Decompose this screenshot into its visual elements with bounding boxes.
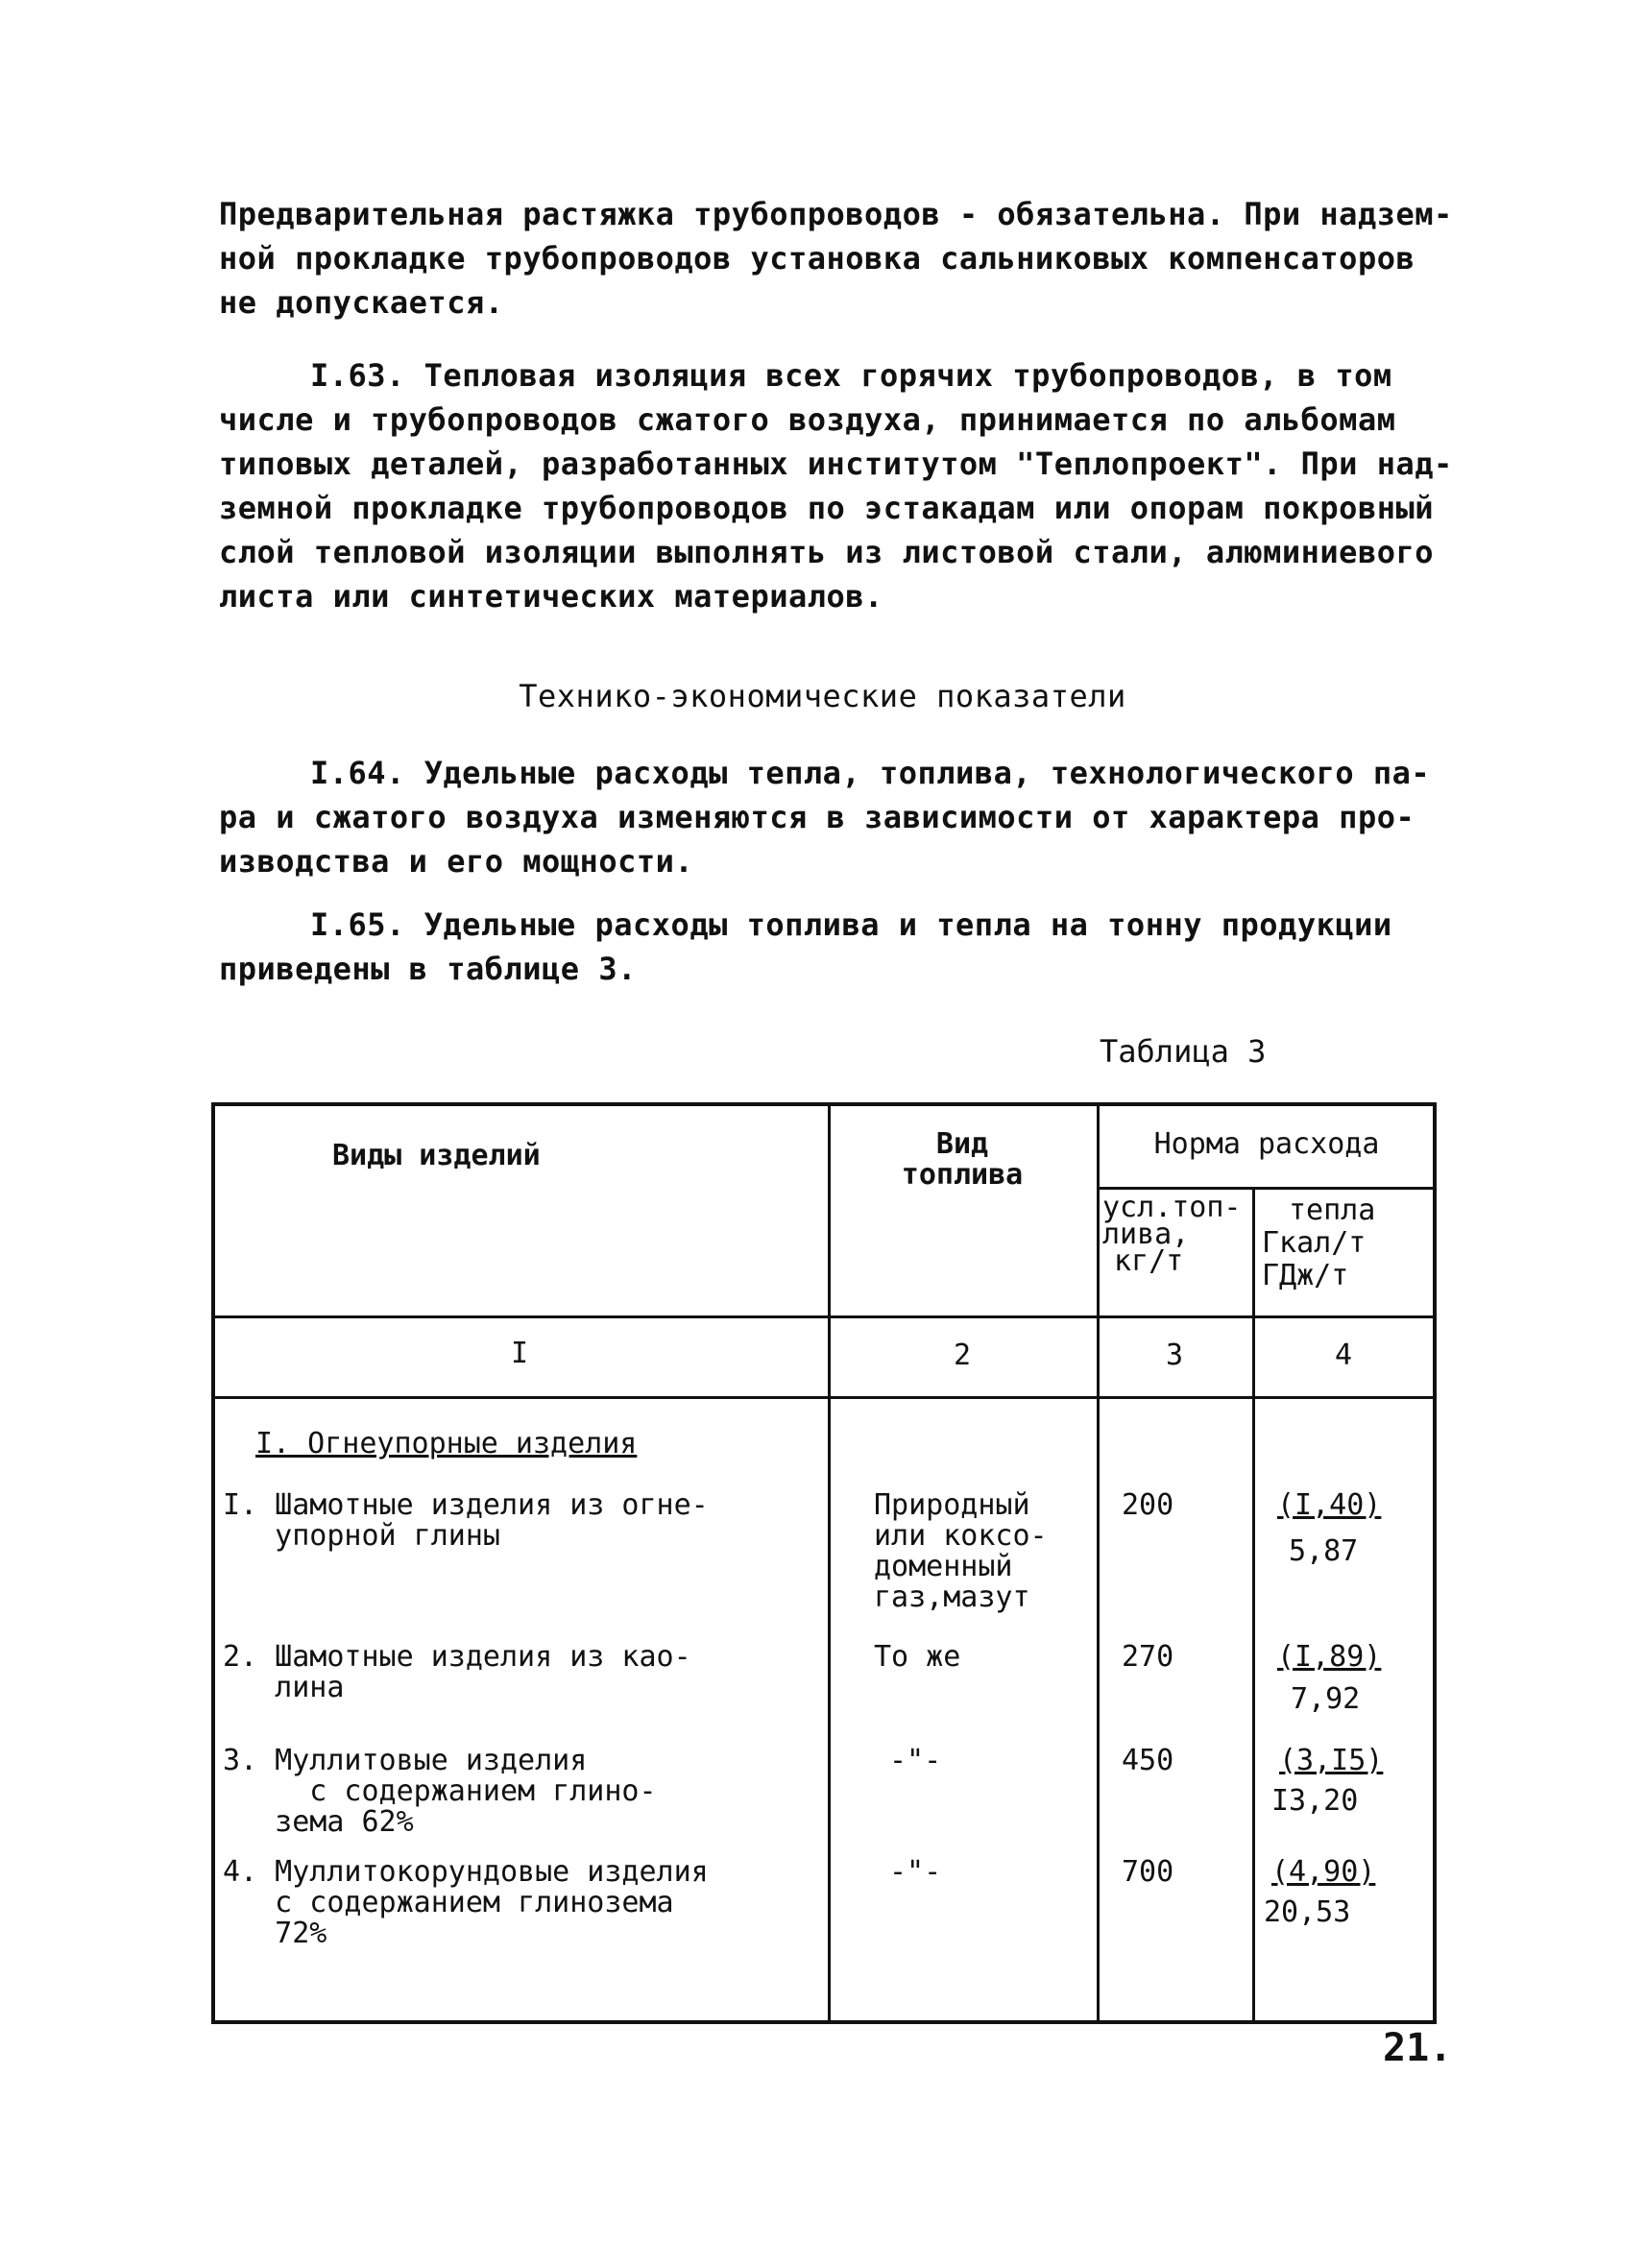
row-divider — [211, 1396, 1437, 1399]
table-row-3-norm: 450 — [1122, 1744, 1174, 1777]
header-text: усл.топ- — [1102, 1191, 1242, 1224]
section-heading: Технико-экономические показатели — [519, 678, 1126, 714]
header-heat — [1262, 1194, 1375, 1292]
header-text: Вид — [935, 1127, 989, 1161]
row-divider — [1097, 1187, 1437, 1190]
header-text: ГДж/т — [1262, 1259, 1349, 1292]
header-text: Гкал/т — [1262, 1226, 1367, 1260]
cell-text: 4. Муллитокорундовые изделия — [223, 1855, 709, 1889]
table-row-4-fuel: -"- — [889, 1855, 942, 1889]
text-line: I.63. Тепловая изоляция всех горячих трубопроводов, в том — [310, 357, 1392, 394]
table-row-4-gcal: (4,90) — [1271, 1855, 1376, 1889]
cell-text: Природный — [874, 1488, 1030, 1522]
text-line: Предварительная растяжка трубопроводов - обязательна. При надзем- — [219, 196, 1453, 232]
row-divider — [211, 1315, 1437, 1318]
header-product-types: Виды изделий — [332, 1139, 541, 1172]
table-row-1-norm: 200 — [1122, 1488, 1174, 1522]
text-line: слой тепловой изоляции выполнять из листовой стали, алюминиевого — [219, 534, 1434, 570]
column-number: I — [510, 1337, 529, 1370]
column-number: 3 — [1165, 1339, 1184, 1372]
text-line: земной прокладке трубопроводов по эстакадам или опорам покровный — [219, 490, 1434, 526]
table-row-3-gj: I3,20 — [1271, 1784, 1359, 1818]
text-line: ной прокладке трубопроводов установка сальниковых компенсаторов — [219, 240, 1415, 277]
table-caption: Таблица 3 — [1100, 1033, 1267, 1070]
header-text: кг/т — [1114, 1244, 1184, 1278]
text-line: листа или синтетических материалов. — [219, 578, 883, 615]
table-border-left — [211, 1102, 215, 2024]
table-row-1-name — [223, 1490, 709, 1552]
table-row-1-fuel — [874, 1490, 1048, 1613]
cell-text: зема 62% — [223, 1805, 414, 1839]
column-number: 2 — [953, 1339, 972, 1372]
table-row-2-gj: 7,92 — [1291, 1682, 1361, 1716]
table-row-3-name — [223, 1746, 657, 1838]
table-row-1-gj: 5,87 — [1289, 1534, 1359, 1568]
section-title: I. Огнеупорные изделия — [255, 1427, 638, 1460]
table-3 — [211, 1102, 1437, 2024]
header-text: тепла — [1289, 1194, 1376, 1227]
table-row-4-gj: 20,53 — [1264, 1895, 1351, 1929]
text-line: I.65. Удельные расходы топлива и тепла на тонну продукции — [310, 906, 1392, 943]
cell-text: упорной глины — [223, 1519, 500, 1553]
cell-text: I. Шамотные изделия из огне- — [223, 1488, 709, 1522]
header-fuel-type — [828, 1129, 1097, 1191]
col-divider — [1097, 1102, 1100, 2024]
table-row-3-fuel: -"- — [889, 1744, 942, 1777]
header-conventional-fuel — [1102, 1191, 1242, 1278]
table-row-3-gcal: (3,I5) — [1279, 1744, 1384, 1777]
text-line: изводства и его мощности. — [219, 843, 694, 880]
col-divider — [1252, 1189, 1255, 2024]
column-number: 4 — [1334, 1339, 1353, 1372]
col-divider — [828, 1102, 831, 2024]
paragraph-1-64 — [219, 751, 1439, 883]
cell-text: газ,мазут — [874, 1580, 1030, 1614]
cell-text: лина — [223, 1671, 345, 1704]
text-line: числе и трубопроводов сжатого воздуха, принимается по альбомам — [219, 401, 1396, 438]
table-row-2-gcal: (I,89) — [1277, 1640, 1382, 1674]
table-border-top — [211, 1102, 1437, 1106]
cell-text: с содержанием глинозема — [223, 1886, 674, 1919]
paragraph-1-65 — [219, 903, 1439, 991]
text-line: I.64. Удельные расходы тепла, топлива, технологического па- — [310, 755, 1431, 791]
table-border-right — [1433, 1102, 1437, 2024]
header-text: топлива — [901, 1158, 1024, 1192]
page-number: 21. — [1383, 2026, 1453, 2070]
paragraph-1 — [219, 192, 1453, 325]
text-line: приведены в таблице 3. — [219, 951, 637, 987]
text-line: ра и сжатого воздуха изменяются в зависимости от характера про- — [219, 799, 1415, 835]
paragraph-1-63 — [219, 353, 1453, 618]
text-line: не допускается. — [219, 284, 504, 321]
table-row-4-name — [223, 1857, 709, 1949]
cell-text: 3. Муллитовые изделия — [223, 1744, 588, 1777]
cell-text: или коксо- — [874, 1519, 1048, 1553]
header-text: лива, — [1102, 1218, 1190, 1251]
table-row-1-gcal: (I,40) — [1277, 1488, 1382, 1522]
cell-text: 2. Шамотные изделия из као- — [223, 1640, 691, 1674]
table-row-2-fuel: То же — [874, 1640, 961, 1674]
table-row-4-norm: 700 — [1122, 1855, 1174, 1889]
table-row-2-name — [223, 1642, 691, 1703]
cell-text: 72% — [223, 1917, 327, 1950]
table-row-2-norm: 270 — [1122, 1640, 1174, 1674]
cell-text: с содержанием глино- — [223, 1774, 657, 1808]
cell-text: доменный — [874, 1550, 1013, 1583]
header-consumption-norm: Норма расхода — [1153, 1127, 1380, 1161]
text-line: типовых деталей, разработанных институтом "Теплопроект". При над- — [219, 446, 1453, 482]
